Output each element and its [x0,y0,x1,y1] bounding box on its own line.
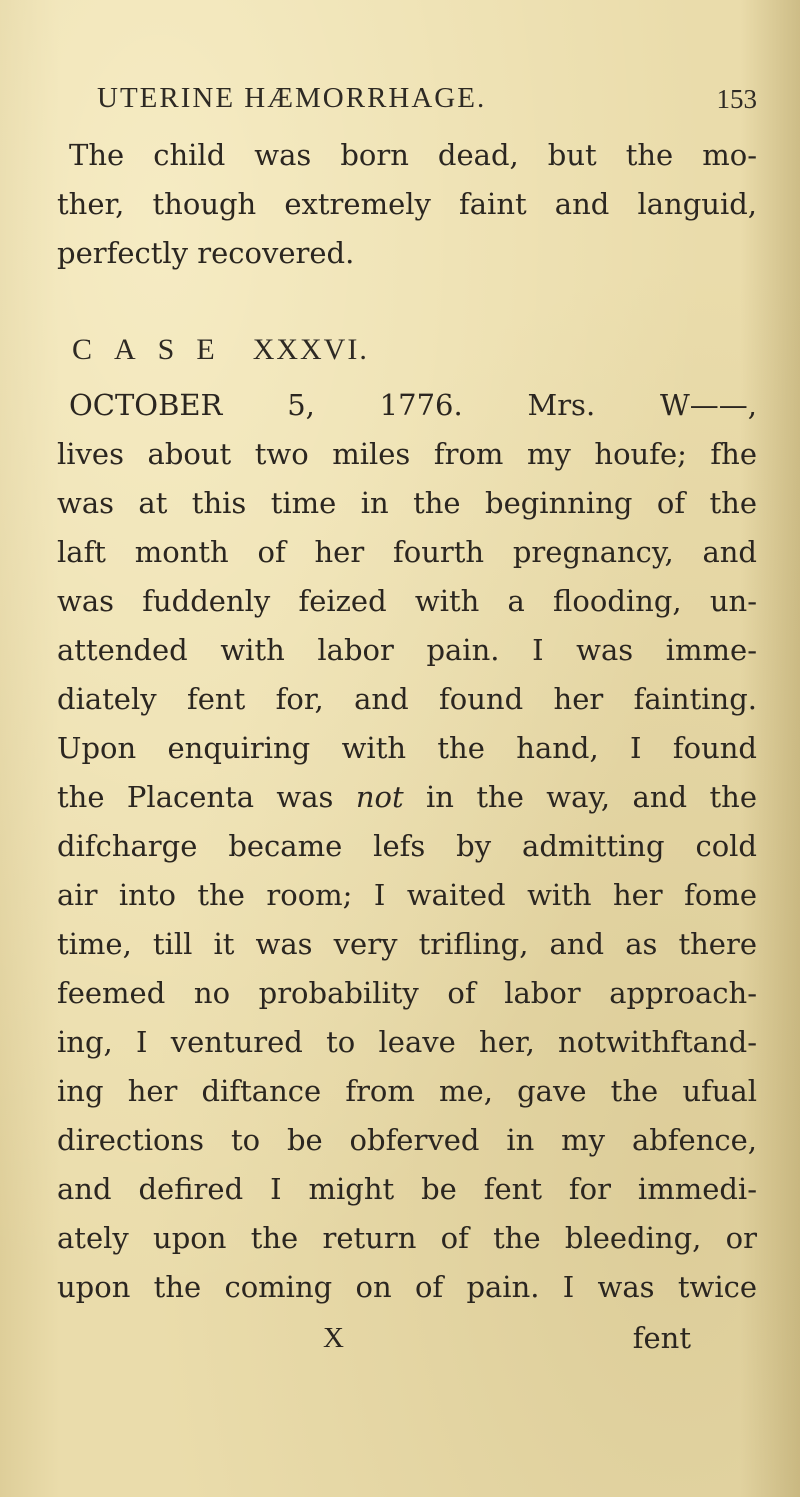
text-line: Upon enquiring with the hand, I found [57,731,757,765]
running-head-title: UTERINE HÆMORRHAGE. [97,82,487,114]
text-line: feemed no probability of labor approach- [57,976,757,1010]
case-label: CASE [72,333,237,366]
text-line: upon the coming on of pain. I was twice [57,1270,757,1304]
text-line: ther, though extremely faint and languid, [57,187,757,221]
emphasis: not [355,780,404,814]
text-line: time, till it was very trifling, and as there [57,927,757,961]
running-head [97,82,757,122]
text-line: the Placenta was not in the way, and the [57,780,757,814]
case-heading [72,325,672,375]
case-number: XXXVI. [252,333,369,366]
text-line: air into the room; I waited with her fome [57,878,757,912]
text-line: lives about two miles from my houfe; fhe [57,437,757,471]
text-line: laft month of her fourth pregnancy, and [57,535,757,569]
text-line: difcharge became lefs by admitting cold [57,829,757,863]
text-line: attended with labor pain. I was imme- [57,633,757,667]
text-line: ing, I ventured to leave her, notwithftand- [57,1025,757,1059]
text-line: ately upon the return of the bleeding, or [57,1221,757,1255]
page-number: 153 [716,84,757,114]
text-line: diately fent for, and found her fainting. [57,682,757,716]
page-footer [57,1313,757,1363]
text-line: was at this time in the beginning of the [57,486,757,520]
signature-mark: X [323,1322,344,1354]
text-line: The child was born dead, but the mo- [69,138,757,172]
text-line: OCTOBER 5, 1776. Mrs. W——, [69,388,757,422]
text-line: ing her diftance from me, gave the ufual [57,1074,757,1108]
text-line: directions to be obferved in my abfence, [57,1123,757,1157]
text-line: was fuddenly feized with a flooding, un- [57,584,757,618]
text-line: and defired I might be fent for immedi- [57,1172,757,1206]
text-line: perfectly recovered. [57,236,355,270]
catchword: fent [632,1321,691,1355]
